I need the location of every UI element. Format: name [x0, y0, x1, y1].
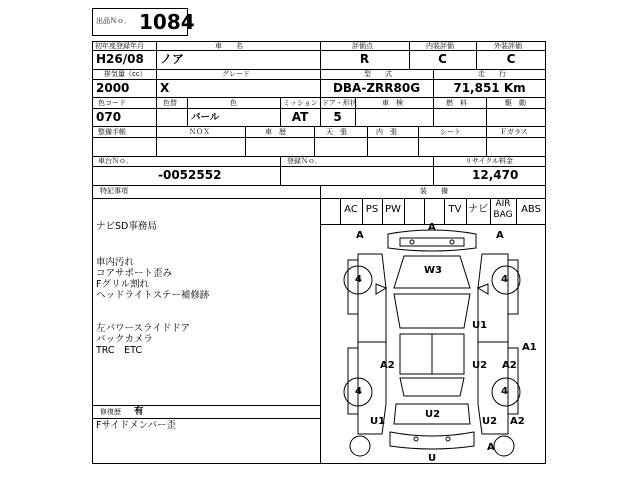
first-registration: H26/08	[96, 52, 144, 66]
door-shape-label: ドア・形状	[322, 99, 357, 107]
displacement: 2000	[96, 81, 130, 95]
col-line	[156, 97, 157, 126]
color-code: 070	[96, 110, 122, 124]
row-line	[92, 126, 546, 127]
exterior-grade-label: 外装評価	[494, 42, 522, 50]
maintenance-book-label: 整備手帳	[98, 128, 126, 136]
special-notes-line: TRC ETC	[96, 345, 142, 356]
year-label: 初年度登録年月	[95, 42, 144, 50]
special-notes-line: ナビSD事務局	[96, 221, 157, 232]
headliner-label: 天 張	[326, 128, 347, 136]
doors: 5	[333, 110, 342, 124]
repair-note: Fサイドメンバー歪	[96, 420, 177, 431]
equipment-airbag: AIR BAG	[493, 199, 513, 220]
car-name: ノア	[160, 52, 185, 66]
row-line	[92, 185, 546, 186]
damage-code: U2	[482, 416, 498, 427]
grade-label: グレード	[222, 70, 250, 78]
damage-code: 4	[501, 274, 508, 285]
interior-grade: C	[438, 52, 447, 66]
col-line	[418, 126, 419, 156]
grade: X	[160, 81, 170, 95]
row-line	[92, 50, 546, 51]
row-line	[92, 405, 320, 406]
repair-history-value: 有	[134, 406, 144, 417]
repair-history-label: 修復歴	[100, 408, 121, 416]
row-line	[92, 418, 320, 419]
equipment-ac: AC	[344, 204, 358, 215]
equipment-ps: PS	[365, 204, 379, 215]
damage-code: A1	[522, 342, 537, 353]
col-line	[280, 156, 281, 185]
model-code: DBA-ZRR80G	[332, 81, 421, 95]
transmission-label: ミッション	[283, 99, 318, 107]
special-notes-line: バックカメラ	[96, 334, 154, 345]
equipment-label: 装 備	[420, 187, 448, 195]
history-label: 車 歴	[265, 128, 286, 136]
col-line	[486, 97, 487, 126]
special-notes-line: 左パワースライドドア	[96, 323, 190, 334]
col-line	[486, 126, 487, 156]
transmission: AT	[291, 110, 309, 124]
inspection-label: 車 検	[382, 99, 403, 107]
equipment-abs: ABS	[521, 204, 541, 215]
row-line	[92, 198, 546, 199]
col-line	[156, 69, 157, 97]
damage-code: 4	[501, 386, 508, 397]
col-line	[367, 126, 368, 156]
drive-label: 駆 動	[505, 99, 526, 107]
displacement-label: 排気量（cc）	[104, 70, 147, 78]
col-line	[156, 41, 157, 69]
col-line	[156, 126, 157, 156]
color-code-label: 色コード	[98, 99, 126, 107]
chassis-number: -0052552	[158, 168, 222, 182]
special-notes-label: 特記事項	[100, 187, 128, 195]
col-line	[314, 126, 315, 156]
damage-code: A	[487, 442, 495, 453]
front-glass-label: Ｆガラス	[500, 128, 528, 136]
damage-code: U1	[370, 416, 386, 427]
damage-code: 4	[355, 274, 362, 285]
color-change-label: 色替	[163, 99, 177, 107]
interior-grade-label: 内装評価	[426, 42, 454, 50]
col-line	[187, 97, 188, 126]
damage-code: U	[428, 453, 437, 464]
mileage-label: 走 行	[478, 70, 506, 78]
equip-line	[404, 198, 405, 224]
damage-code: A	[496, 230, 504, 241]
damage-code: A	[428, 222, 436, 233]
recycle-fee-label: リサイクル料金	[465, 157, 514, 165]
special-notes-line: Fグリル割れ	[96, 279, 149, 290]
damage-code: W3	[424, 265, 442, 276]
equipment-pw: PW	[385, 204, 401, 215]
equipment-tv: TV	[448, 204, 462, 215]
damage-code: U1	[472, 320, 488, 331]
damage-code: A	[356, 230, 364, 241]
auction-score: R	[359, 52, 370, 66]
car-name-label: 車 名	[215, 42, 243, 50]
lot-number: 1084	[139, 10, 195, 34]
damage-code: A2	[502, 360, 517, 371]
chassis-label: 車台Ｎｏ．	[98, 157, 133, 165]
damage-code: A2	[380, 360, 395, 371]
row-line	[92, 97, 546, 98]
mileage: 71,851 Km	[453, 81, 526, 95]
col-line	[433, 156, 434, 185]
col-line	[245, 126, 246, 156]
row-line	[92, 79, 546, 80]
equip-line	[424, 198, 425, 224]
registration-label: 登録Ｎｏ．	[287, 157, 322, 165]
col-line	[433, 97, 434, 126]
fuel-label: 燃 料	[446, 99, 467, 107]
special-notes-line: 車内汚れ	[96, 257, 135, 268]
recycle-fee: 12,470	[472, 168, 519, 182]
car-condition-diagram	[320, 224, 546, 464]
seat-label: シート	[440, 128, 461, 136]
model-code-label: 型 式	[364, 70, 392, 78]
score-label: 評価点	[352, 42, 373, 50]
lot-number-label: 出品Ｎｏ．	[96, 17, 131, 25]
row-line	[92, 166, 546, 167]
damage-code: A2	[510, 416, 525, 427]
special-notes-line: コアサポート歪み	[96, 268, 173, 279]
row-line	[92, 108, 546, 109]
color: パール	[191, 112, 220, 123]
color-label: 色	[230, 99, 237, 107]
exterior-grade: C	[506, 52, 516, 66]
damage-code: 4	[355, 386, 362, 397]
row-line	[92, 137, 546, 138]
special-notes-line: ヘッドライトステー補修跡	[96, 290, 210, 301]
trim-label: 内 張	[376, 128, 397, 136]
equipment-navi: ナビ	[468, 204, 488, 215]
damage-code: U2	[425, 409, 441, 420]
damage-code: U2	[472, 360, 488, 371]
nox-label: ＮＯＸ	[189, 128, 210, 136]
